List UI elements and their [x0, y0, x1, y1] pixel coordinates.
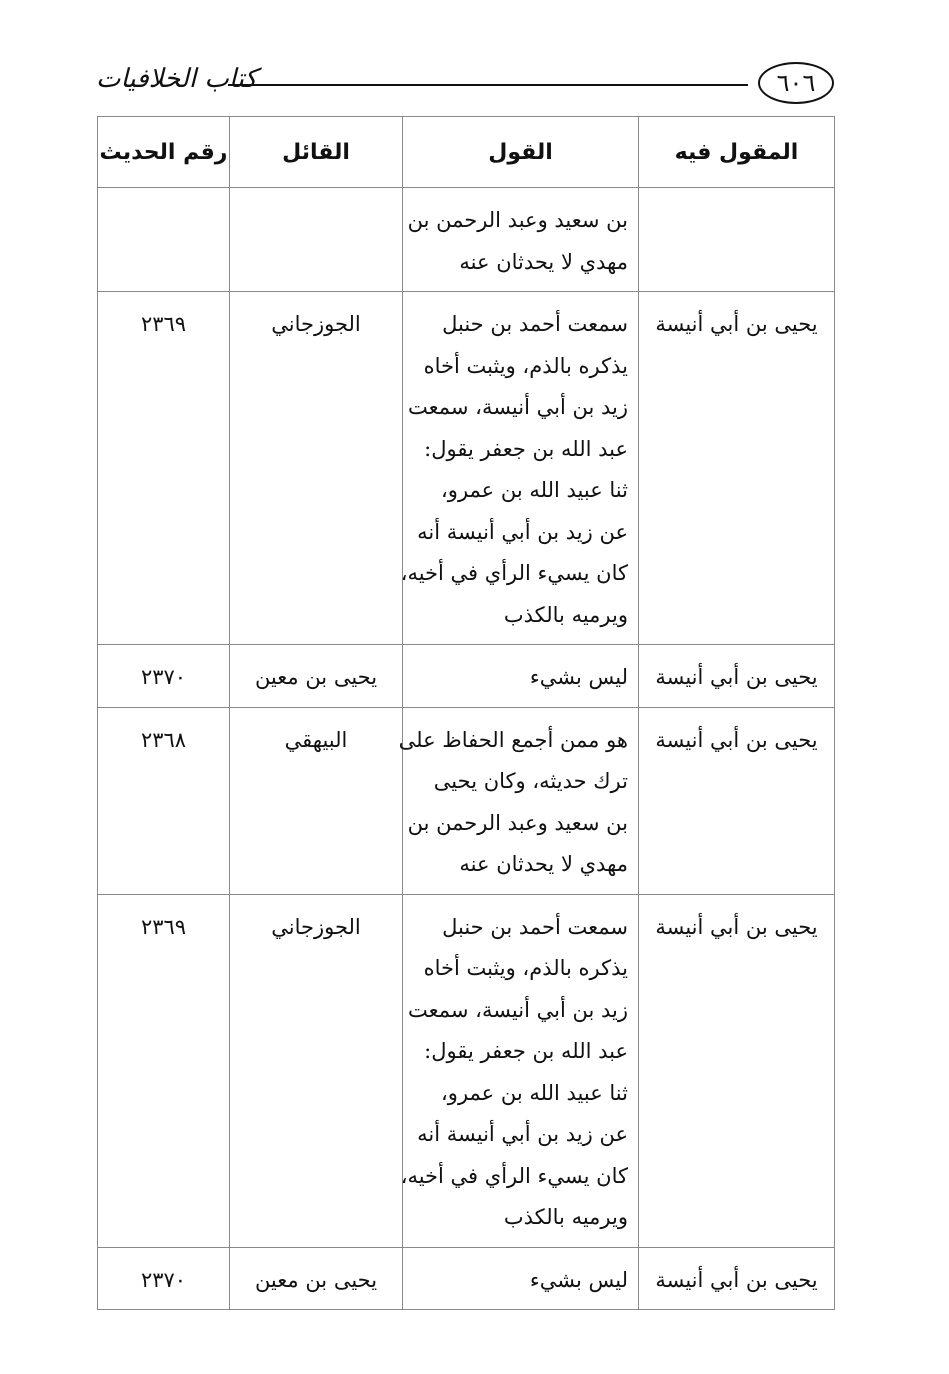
saying-line: ليس بشيء	[529, 665, 628, 689]
cell-saying	[403, 1247, 639, 1310]
saying-line: عن زيد بن أبي أنيسة أنه	[417, 1122, 628, 1146]
cell-sayer: الجوزجاني	[230, 894, 403, 1247]
cell-sayer: الجوزجاني	[230, 292, 403, 645]
saying-line: كان يسيء الرأي في أخيه،	[400, 1163, 628, 1188]
saying-line: عبد الله بن جعفر يقول:	[424, 436, 628, 461]
saying-line: بن سعيد وعبد الرحمن بن	[407, 208, 628, 232]
cell-sayer	[230, 188, 403, 292]
header-rule	[228, 84, 748, 86]
saying-line: مهدي لا يحدثان عنه	[459, 249, 628, 274]
saying-line: عن زيد بن أبي أنيسة أنه	[417, 519, 628, 544]
cell-subject: يحيى بن أبي أنيسة	[639, 1247, 835, 1310]
cell-subject	[639, 188, 835, 292]
column-header-subject: المقول فيه	[639, 117, 835, 188]
table-header-row	[98, 117, 835, 188]
page-header	[96, 58, 836, 114]
saying-line: عبد الله بن جعفر يقول:	[424, 1039, 628, 1063]
table-row	[98, 188, 835, 292]
cell-sayer: يحيى بن معين	[230, 645, 403, 708]
cell-hadith-number: ٢٣٧٠	[98, 1247, 230, 1310]
saying-line: ثنا عبيد الله بن عمرو،	[441, 1080, 628, 1105]
saying-line: يذكره بالذم، ويثبت أخاه	[423, 956, 628, 980]
saying-line: يذكره بالذم، ويثبت أخاه	[423, 353, 628, 378]
column-header-number: رقم الحديث	[98, 117, 230, 188]
table-body	[98, 188, 835, 1310]
column-header-saying: القول	[403, 117, 639, 188]
table-row	[98, 707, 835, 894]
cell-saying	[403, 188, 639, 292]
cell-hadith-number: ٢٣٦٩	[98, 894, 230, 1247]
saying-line: ويرميه بالكذب	[503, 1205, 628, 1229]
saying-line: هو ممن أجمع الحفاظ على	[398, 727, 628, 752]
cell-hadith-number: ٢٣٦٩	[98, 292, 230, 645]
cell-sayer: يحيى بن معين	[230, 1247, 403, 1310]
cell-saying	[403, 645, 639, 708]
saying-line: سمعت أحمد بن حنبل	[442, 914, 628, 939]
saying-line: بن سعيد وعبد الرحمن بن	[407, 810, 628, 835]
cell-subject: يحيى بن أبي أنيسة	[639, 645, 835, 708]
table-row	[98, 645, 835, 708]
saying-line: ثنا عبيد الله بن عمرو،	[441, 478, 628, 502]
cell-saying	[398, 707, 639, 894]
saying-line: زيد بن أبي أنيسة، سمعت	[408, 395, 628, 419]
saying-line: ليس بشيء	[529, 1267, 628, 1292]
cell-subject: يحيى بن أبي أنيسة	[639, 292, 835, 645]
cell-subject: يحيى بن أبي أنيسة	[639, 894, 835, 1247]
saying-line: ويرميه بالكذب	[503, 602, 628, 627]
cell-sayer: البيهقي	[230, 707, 403, 894]
table-row	[98, 292, 835, 645]
cell-saying	[400, 292, 639, 645]
saying-line: زيد بن أبي أنيسة، سمعت	[408, 997, 628, 1022]
cell-hadith-number: ٢٣٧٠	[98, 645, 230, 708]
cell-saying	[400, 894, 639, 1247]
book-title: كتاب الخلافيات	[96, 64, 258, 94]
saying-line: سمعت أحمد بن حنبل	[442, 312, 628, 336]
cell-hadith-number	[98, 188, 230, 292]
cell-hadith-number: ٢٣٦٨	[98, 707, 230, 894]
table-row	[98, 1247, 835, 1310]
saying-line: مهدي لا يحدثان عنه	[459, 852, 628, 876]
cell-subject: يحيى بن أبي أنيسة	[639, 707, 835, 894]
saying-line: كان يسيء الرأي في أخيه،	[400, 561, 628, 585]
narrators-table	[97, 116, 835, 1310]
column-header-sayer: القائل	[230, 117, 403, 188]
table-row	[98, 894, 835, 1247]
saying-line: ترك حديثه، وكان يحيى	[433, 769, 628, 793]
page-number: ٦٠٦	[758, 62, 834, 104]
